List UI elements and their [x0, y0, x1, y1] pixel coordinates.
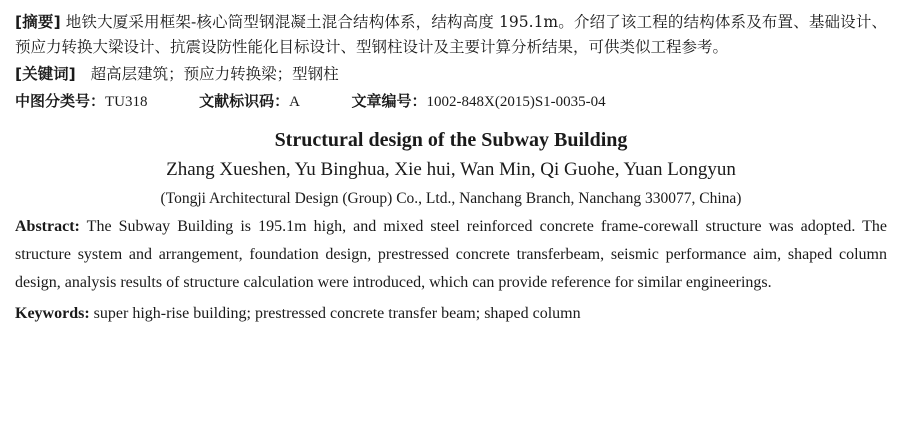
classification-row	[15, 89, 887, 115]
clc-value: TU318	[105, 94, 148, 110]
article-no-value: 1002-848X(2015)S1-0035-04	[426, 94, 606, 110]
cn-keywords-text: 超高层建筑；预应力转换梁；型钢柱	[90, 65, 339, 83]
en-abstract	[15, 213, 887, 297]
clc-label: 中图分类号：	[15, 92, 106, 110]
en-title: Structural design of the Subway Building	[274, 129, 628, 151]
cn-keywords-label: [关键词]	[15, 65, 76, 83]
cn-keywords	[15, 62, 887, 87]
paper-header	[15, 10, 887, 327]
en-affiliation: (Tongji Architectural Design (Group) Co., Ltd., Nanchang Branch, Nanchang 330077, China)	[160, 190, 742, 207]
doc-code-value: A	[289, 94, 300, 110]
cn-abstract-label: [摘要]	[15, 13, 61, 31]
doc-code-label: 文献标识码：	[199, 92, 290, 110]
en-abstract-text: The Subway Building is 195.1m high, and mixed steel reinforced concrete frame-corewall structure was adopted. The structure system and arrangement, foundation design, prestressed concrete transferbeam, seismic performance aim, shaped column design, analysis results of structure calculation were introduced, which can provide reference for similar engineerings.	[15, 218, 887, 291]
cn-abstract	[15, 10, 887, 60]
en-keywords-text: super high-rise building; prestressed concrete transfer beam; shaped column	[93, 305, 581, 322]
cn-abstract-text: 地铁大厦采用框架-核心筒型钢混凝土混合结构体系，结构高度 195.1m。介绍了该工程的结构体系及布置、基础设计、预应力转换大梁设计、抗震设防性能化目标设计、型钢柱设计及主要计算分析结果，可供类似工程参考。	[15, 13, 887, 56]
article-no-label: 文章编号：	[351, 92, 427, 110]
en-abstract-label: Abstract:	[15, 218, 80, 235]
en-keywords-label: Keywords:	[15, 305, 90, 322]
en-authors: Zhang Xueshen, Yu Binghua, Xie hui, Wan Min, Qi Guohe, Yuan Longyun	[166, 159, 736, 180]
en-keywords	[15, 301, 887, 327]
